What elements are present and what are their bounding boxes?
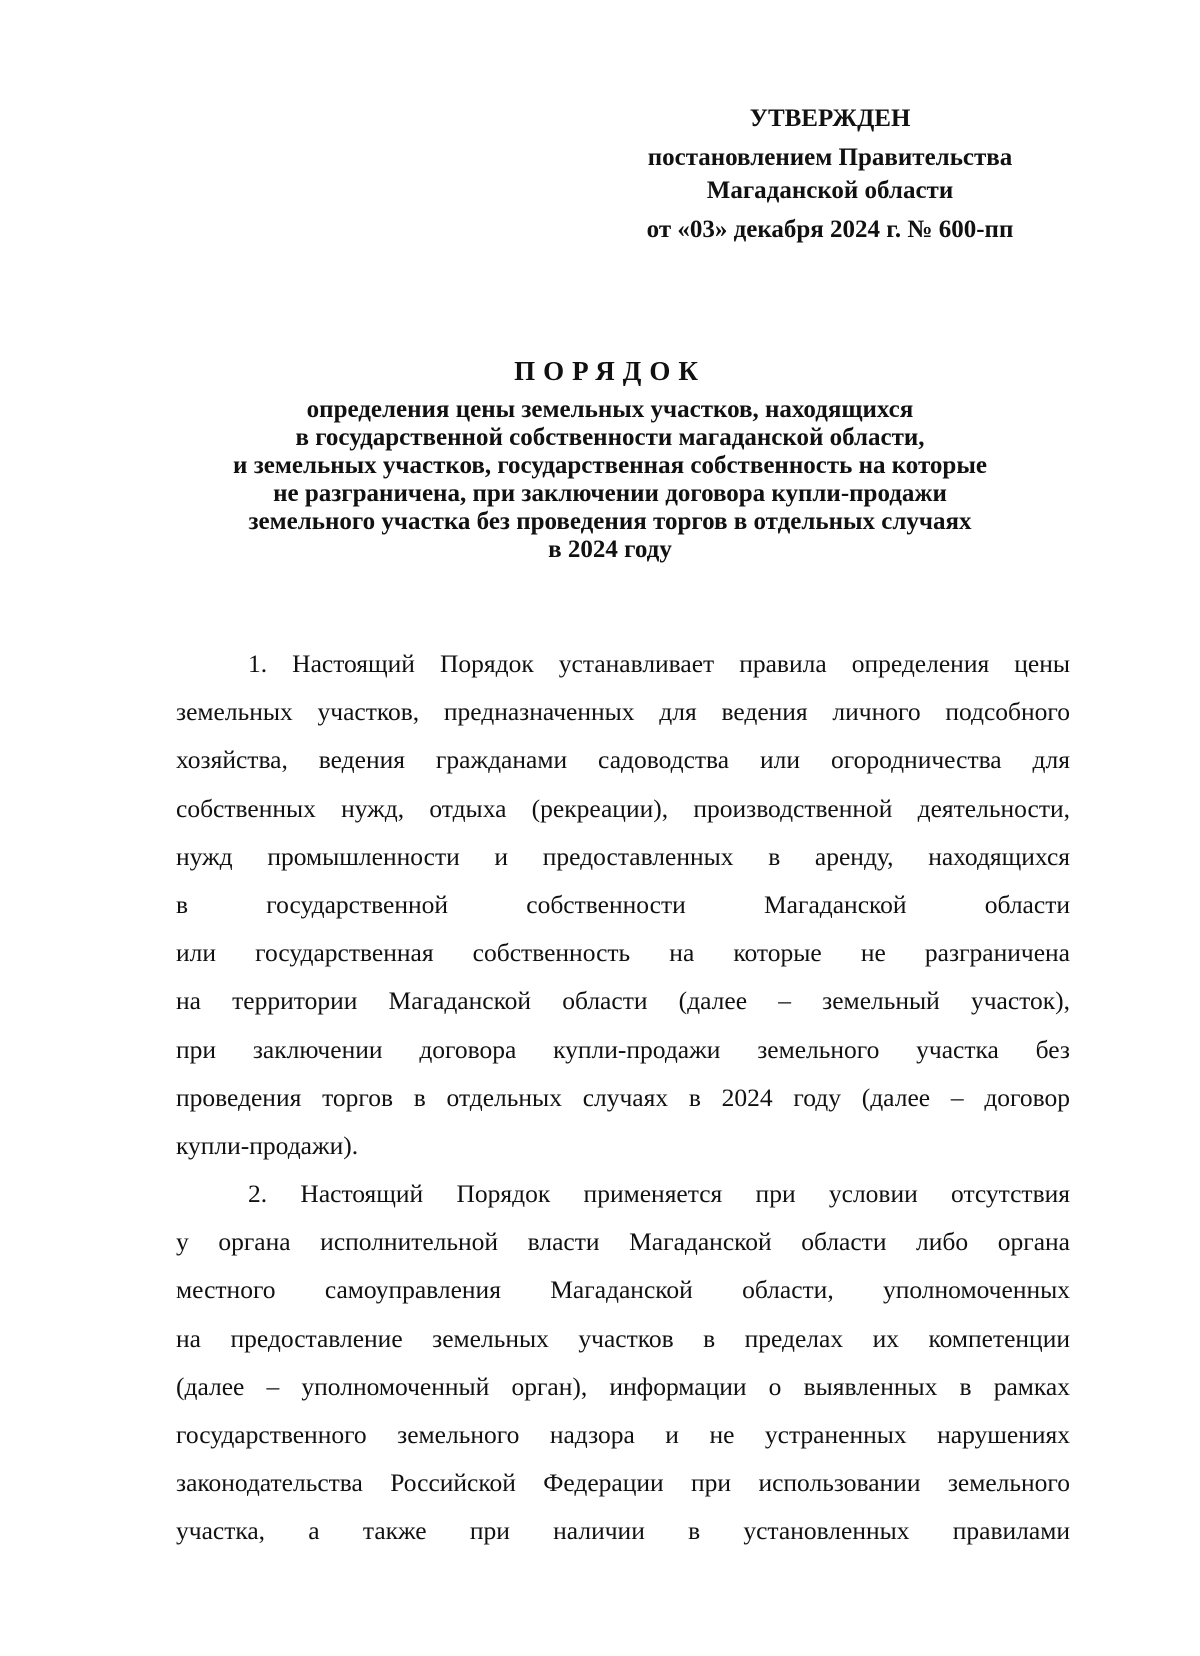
paragraph-line: хозяйства, ведения гражданами садоводства или огородничества для: [176, 745, 1070, 775]
paragraph-line: местного самоуправления Магаданской области, уполномоченных: [176, 1275, 1070, 1305]
paragraph-line: купли-продажи).: [176, 1130, 359, 1160]
paragraph-line: нужд промышленности и предоставленных в аренду, находящихся: [176, 841, 1070, 871]
document-title: ПОРЯДОК: [514, 356, 706, 386]
subtitle-line: в 2024 году: [548, 536, 672, 563]
paragraph-line: проведения торгов в отдельных случаях в 2024 году (далее – договор: [176, 1082, 1070, 1112]
decree-line: Магаданской области: [706, 177, 954, 204]
paragraph-line: или государственная собственность на которые не разграничена: [176, 938, 1070, 968]
decree-date-number: от «03» декабря 2024 г. № 600-пп: [646, 216, 1014, 243]
decree-line: постановлением Правительства: [647, 144, 1013, 171]
paragraph-line: при заключении договора купли-продажи земельного участка без: [176, 1034, 1070, 1064]
paragraph-line: собственных нужд, отдыха (рекреации), производственной деятельности,: [176, 793, 1070, 823]
paragraph-line: у органа исполнительной власти Магаданской области либо органа: [176, 1227, 1070, 1257]
paragraph-line: на предоставление земельных участков в пределах их компетенции: [176, 1323, 1070, 1353]
subtitle-line: в государственной собственности магаданской области,: [295, 424, 925, 451]
subtitle-line: и земельных участков, государственная собственность на которые: [233, 452, 987, 479]
paragraph-line: на территории Магаданской области (далее – земельный участок),: [176, 986, 1070, 1016]
paragraph-1: [176, 640, 1070, 1170]
paragraph-line: 1. Настоящий Порядок устанавливает правила определения цены: [248, 649, 1070, 678]
approval-block: [600, 102, 1060, 246]
paragraph-line: земельных участков, предназначенных для ведения личного подсобного: [176, 697, 1070, 727]
subtitle-line: не разграничена, при заключении договора купли-продажи: [273, 480, 947, 507]
paragraph-line: в государственной собственности Магаданской области: [176, 889, 1070, 919]
paragraph-2: [176, 1170, 1070, 1556]
approved-label: УТВЕРЖДЕН: [749, 105, 911, 132]
paragraph-line: участка, а также при наличии в установленных правилами: [176, 1516, 1070, 1546]
paragraph-line: законодательства Российской Федерации при использовании земельного: [176, 1468, 1070, 1498]
paragraph-line: государственного земельного надзора и не устраненных нарушениях: [176, 1420, 1070, 1449]
paragraph-line: 2. Настоящий Порядок применяется при условии отсутствия: [248, 1179, 1070, 1209]
paragraph-line: (далее – уполномоченный орган), информации о выявленных в рамках: [176, 1371, 1070, 1401]
document-title-block: [120, 354, 1100, 564]
document-body: [176, 640, 1070, 1556]
subtitle-line: определения цены земельных участков, находящихся: [306, 396, 914, 423]
subtitle-line: земельного участка без проведения торгов в отдельных случаях: [248, 508, 972, 535]
